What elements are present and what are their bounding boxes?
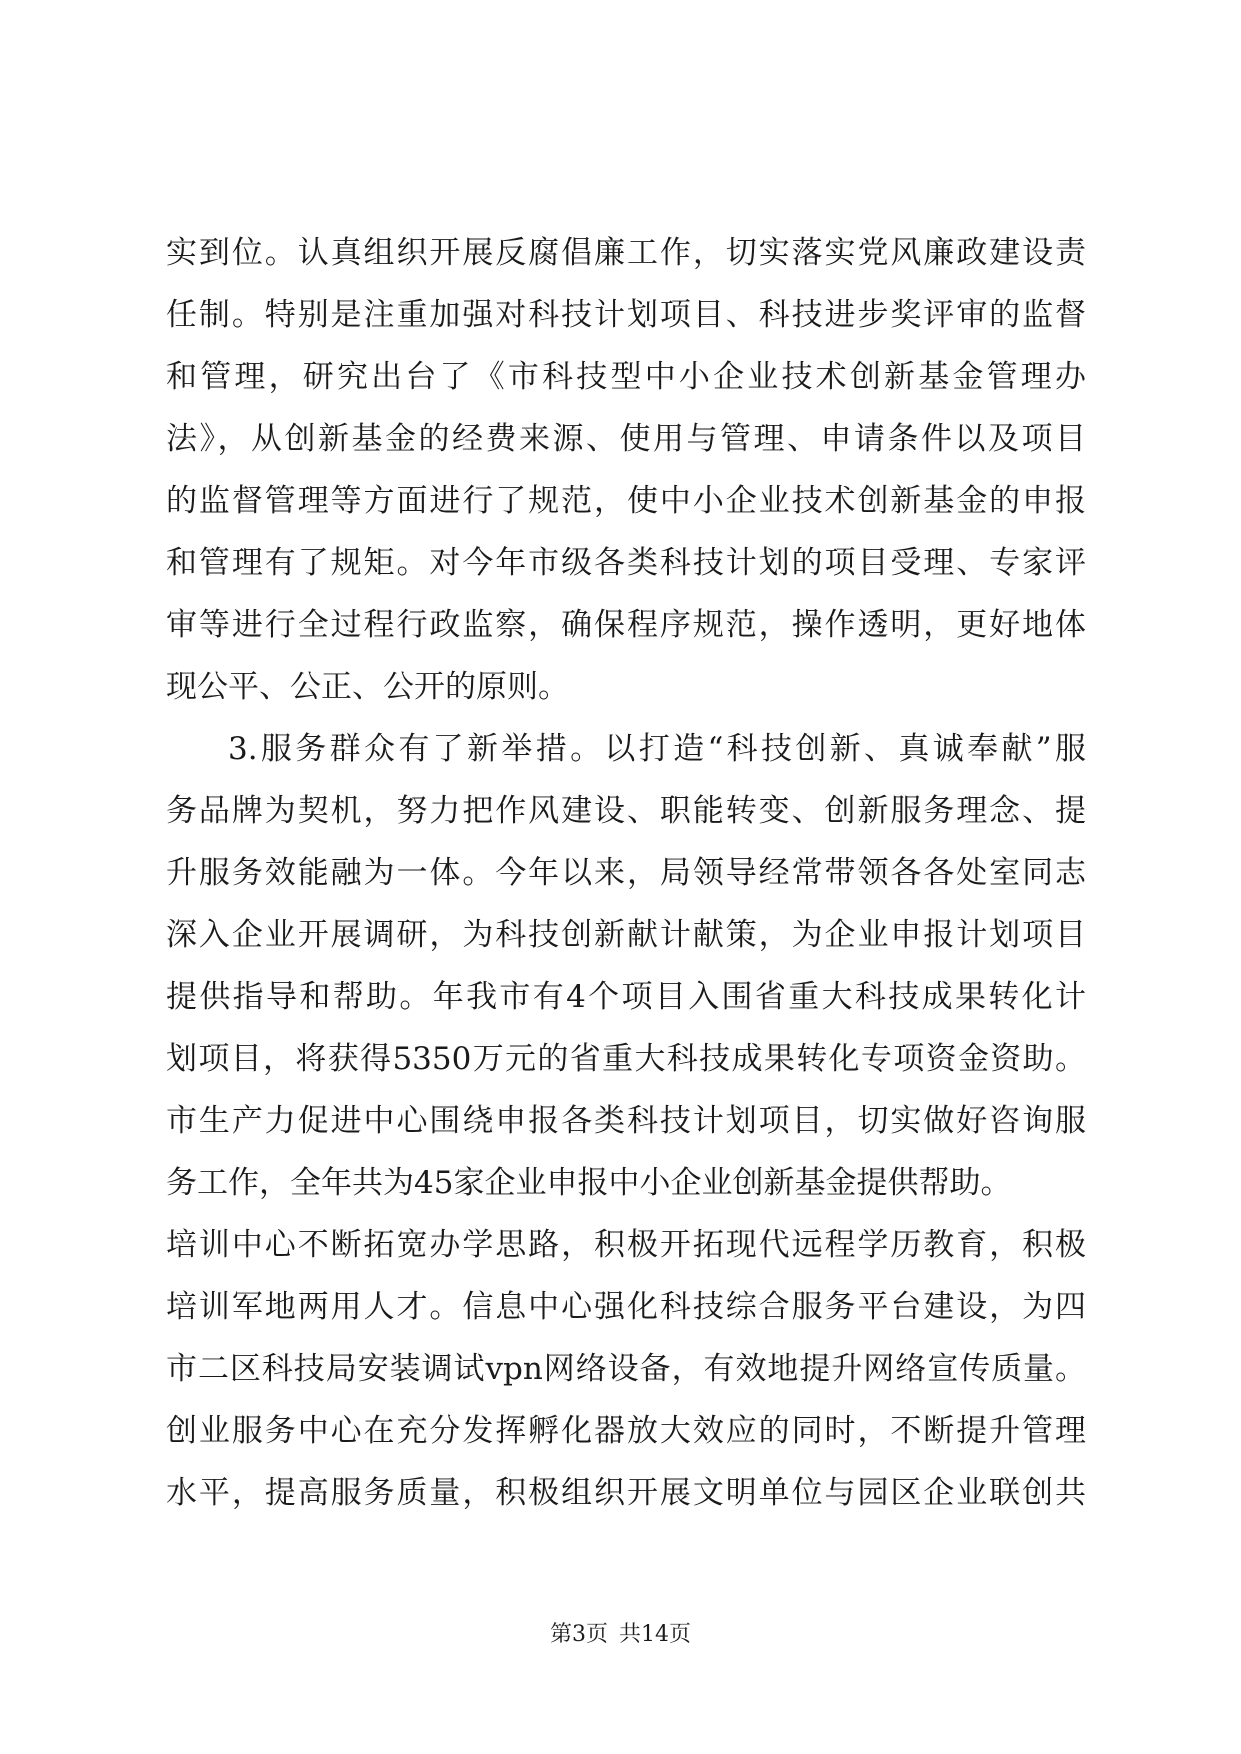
- text-line: 市二区科技局安装调试vpn网络设备，有效地提升网络宣传质量。: [166, 1351, 1086, 1387]
- text-line: 培训军地两用人才。信息中心强化科技综合服务平台建设，为四: [166, 1289, 1086, 1325]
- text-line: 和管理，研究出台了《市科技型中小企业技术创新基金管理办: [166, 359, 1086, 395]
- text-line: 水平，提高服务质量，积极组织开展文明单位与园区企业联创共: [166, 1475, 1086, 1511]
- text-line: 划项目，将获得5350万元的省重大科技成果转化专项资金资助。: [166, 1041, 1086, 1077]
- page-footer: [0, 1620, 1241, 1650]
- text-line: 市生产力促进中心围绕申报各类科技计划项目，切实做好咨询服: [166, 1103, 1086, 1139]
- page-total: 共14页: [619, 1622, 691, 1647]
- text-line: 现公平、公正、公开的原则。: [166, 669, 569, 705]
- text-line: 务品牌为契机，努力把作风建设、职能转变、创新服务理念、提: [166, 793, 1086, 829]
- text-line: 实到位。认真组织开展反腐倡廉工作，切实落实党风廉政建设责: [166, 235, 1086, 271]
- text-line: 和管理有了规矩。对今年市级各类科技计划的项目受理、专家评: [166, 545, 1086, 581]
- text-line: 务工作，全年共为45家企业申报中小企业创新基金提供帮助。: [166, 1165, 1012, 1201]
- body-text: [166, 222, 1086, 1524]
- text-line: 创业服务中心在充分发挥孵化器放大效应的同时，不断提升管理: [166, 1413, 1086, 1449]
- paragraph-first-line: 3.服务群众有了新举措。以打造“科技创新、真诚奉献”服: [228, 731, 1086, 767]
- text-line: 培训中心不断拓宽办学思路，积极开拓现代远程学历教育，积极: [166, 1227, 1086, 1263]
- text-line: 提供指导和帮助。年我市有4个项目入围省重大科技成果转化计: [166, 979, 1086, 1015]
- text-line: 的监督管理等方面进行了规范，使中小企业技术创新基金的申报: [166, 483, 1086, 519]
- text-line: 任制。特别是注重加强对科技计划项目、科技进步奖评审的监督: [166, 297, 1086, 333]
- text-line: 法》，从创新基金的经费来源、使用与管理、申请条件以及项目: [166, 421, 1086, 457]
- text-line: 升服务效能融为一体。今年以来，局领导经常带领各各处室同志: [166, 855, 1086, 891]
- text-line: 深入企业开展调研，为科技创新献计献策，为企业申报计划项目: [166, 917, 1086, 953]
- text-line: 审等进行全过程行政监察，确保程序规范，操作透明，更好地体: [166, 607, 1086, 643]
- page-number: 第3页: [550, 1622, 608, 1647]
